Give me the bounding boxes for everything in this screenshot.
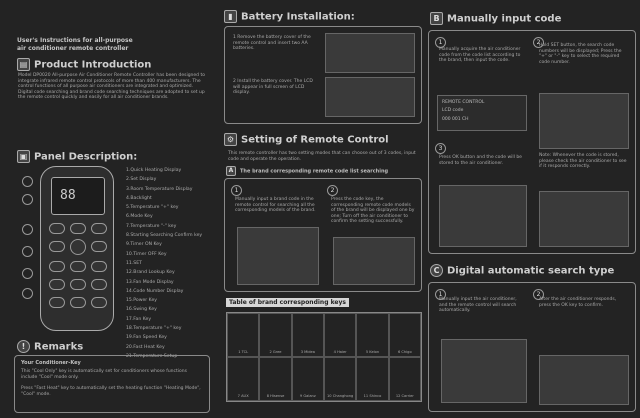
lcd-screen-image [437,95,527,131]
subtitle-line-2: air conditioner remote controller [17,45,129,52]
remote-button [70,279,86,290]
panel-item: 6.Mode Key [126,214,153,220]
panel-heading [17,150,137,163]
panel-item: 5.Temperature "+" key [126,205,179,211]
battery-step: 2 Install the battery cover. The LCD will appear in full screen of LCD display. [233,79,313,96]
table-cell: 6 Chigo [389,313,421,357]
column-middle [216,0,421,418]
table-title: Table of brand corresponding keys [226,298,349,307]
remote-button [49,223,65,234]
panel-icon: ▣ [17,150,30,163]
column-right [424,0,640,418]
battery-heading [224,10,355,23]
remote-photo-6 [441,339,527,403]
panel-item: 16.Swing Key [126,307,157,313]
remote-button [91,223,107,234]
remote-button [49,297,65,308]
column-left [0,0,212,418]
panel-item: 11.SET [126,260,142,266]
document-icon: ▤ [17,58,30,71]
remarks-heading [17,340,83,353]
digital-heading [430,264,614,277]
callout-dot [22,194,33,205]
remarks-title: Remarks [34,341,84,353]
remarks-item: This "Cool Only" key is automatically set for conditioners whose functions include "Cool" mode only. [21,369,187,380]
remote-photo-4 [439,185,527,247]
remote-button [91,261,107,272]
callout-markers [22,176,36,326]
panel-item: 3.Room Temperature Display [126,186,193,192]
panel-item: 9.Timer ON Key [126,242,162,248]
brand-step-2: Press the code key, the corresponding remote code models of the brand will be displayed one by one; Turn off the air conditioner to confirm the setting successfully. [331,197,415,225]
remote-photo-5 [539,191,629,247]
panel-item: 12.Brand Lookup Key [126,270,175,276]
section-b-icon: B [430,12,443,25]
panel-items-list [126,166,210,361]
panel-item: 18.Temperature "+" key [126,326,182,332]
remote-button [70,223,86,234]
digital-title: Digital automatic search type [447,265,615,277]
battery-icon: ▮ [224,10,237,23]
callout-dot [22,268,33,279]
panel-item: 7.Temperature "-" key [126,223,177,229]
table-cell: 10 Changhong [324,357,356,401]
step-2-marker: 2 [533,289,544,300]
manual-step: Note: Whenever the code is stored, please check the air conditioner to see if it responds correctly. [539,153,627,170]
brand-step-1: Manually input a brand code in the remote control for searching all the corresponding models of the brand. [235,197,316,214]
callout-dot [22,288,33,299]
product-title: Product Introduction [34,59,152,71]
callout-dot [22,246,33,257]
digital-search-box [428,282,636,412]
panel-item: 13.Fan Mode Display [126,279,174,285]
brand-keys-table [226,312,422,402]
setting-title: Setting of Remote Control [241,134,389,146]
brand-search-box [224,178,422,292]
manual-input-box [428,30,636,254]
remote-button [91,297,107,308]
manual-step: Manually acquire the air conditioner code from the code list according to the brand, then input the code. [439,47,521,64]
remote-button [49,261,65,272]
remote-button [70,261,86,272]
product-text: Model DP0020 All-purpose Air Conditioner Remote Controller has been designed to integrate infrared remote control protocols of more than 400 manufacturers. The control functions of all purpose air conditioners are integrated and optimized. Digital code searching and brand code searching techniques are adopted to set up the remote control quickly and easily for all air conditioner brands. [18,73,205,101]
remote-photo-7 [539,355,629,405]
section-c-icon: C [430,264,443,277]
table-cell: 9 Galanz [292,357,324,401]
remarks-box [14,355,210,413]
table-cell: 12 Carrier [389,357,421,401]
table-cell: 8 Hisense [259,357,291,401]
remote-button [49,279,65,290]
manual-heading [430,12,561,25]
screen-label: 000 001 CH [442,117,469,122]
screen-label: REMOTE CONTROL [442,100,485,105]
remote-photo-2 [333,237,415,285]
remote-photo-3 [539,93,629,149]
table-cell: 5 Kelon [356,313,388,357]
callout-dot [22,176,33,187]
remote-illustration [40,166,114,331]
setting-intro: This remote controller has two setting modes that can choose out of 3 codes, input code and operate the operation. [228,151,416,162]
step-1-marker: 1 [435,289,446,300]
step-1-marker: 1 [435,37,446,48]
brand-heading-text: The brand corresponding remote code list searching [240,168,389,175]
manual-step: Press OK button and the code will be stored to the air conditioner. [439,155,522,166]
section-a-icon: A [226,166,236,176]
settings-icon: ⚙ [224,133,237,146]
table-cell: 2 Gree [259,313,291,357]
panel-item: 15.Power Key [126,298,157,304]
digital-step: Manually input the air conditioner, and the remote control will search automatically. [439,297,517,314]
panel-item: 8.Starting Searching Confirm key [126,233,203,239]
callout-dot [22,224,33,235]
lcd-digits: 88 [60,188,76,203]
subtitle-line-1: User's Instructions for all-purpose [17,37,133,44]
table-cell: 7 AUX [227,357,259,401]
manual-title: Manually input code [447,13,562,25]
panel-item: 1.Quick Heating Display [126,168,182,173]
panel-item: 17.Fan Key [126,316,152,322]
table-cell: 3 Midea [292,313,324,357]
remarks-head: Your Conditioner-Key [21,360,81,366]
step-2-marker: 2 [327,185,338,196]
brand-heading [226,166,388,176]
remote-button [70,297,86,308]
remote-button [91,241,107,252]
remote-photo-1 [237,227,319,285]
panel-item: 14.Code Number Display [126,288,184,294]
panel-item: 10.Timer OFF Key [126,251,167,257]
battery-image-2 [325,77,415,117]
battery-step: 1 Remove the battery cover of the remote control and insert two AA batteries. [233,35,311,52]
table-cell: 11 Shinco [356,357,388,401]
step-1-marker: 1 [231,185,242,196]
battery-title: Battery Installation: [241,11,355,23]
remarks-icon: ! [17,340,30,353]
table-cell: 1 TCL [227,313,259,357]
remote-button [91,279,107,290]
product-heading [17,58,151,71]
remarks-item: Press "Fast Heat" key to automatically set the heating function "Heating Mode", "Cool" mode. [21,386,201,397]
panel-item: 20.Fast Heat Key [126,344,165,350]
panel-title: Panel Description: [34,151,138,163]
battery-box [224,26,422,124]
manual-step: Hold SET button, the search code numbers will be displayed; Press the "+" or "-" key to select the required code number. [539,43,622,65]
table-cell: 4 Haier [324,313,356,357]
battery-image-1 [325,33,415,73]
remote-button [70,239,86,255]
panel-item: 4.Backlight [126,195,152,201]
screen-label: LCD code [442,108,464,113]
digital-step: After the air conditioner responds, press the OK key to confirm. [539,297,617,308]
step-2-marker: 2 [533,37,544,48]
step-3-marker: 3 [435,143,446,154]
setting-heading [224,133,389,146]
panel-item: 19.Fan Speed Key [126,335,167,341]
remote-lcd [51,177,105,215]
remote-button [49,241,65,252]
panel-item: 21.Temperature Setup [126,353,178,359]
panel-item: 2.Set Display [126,177,157,183]
